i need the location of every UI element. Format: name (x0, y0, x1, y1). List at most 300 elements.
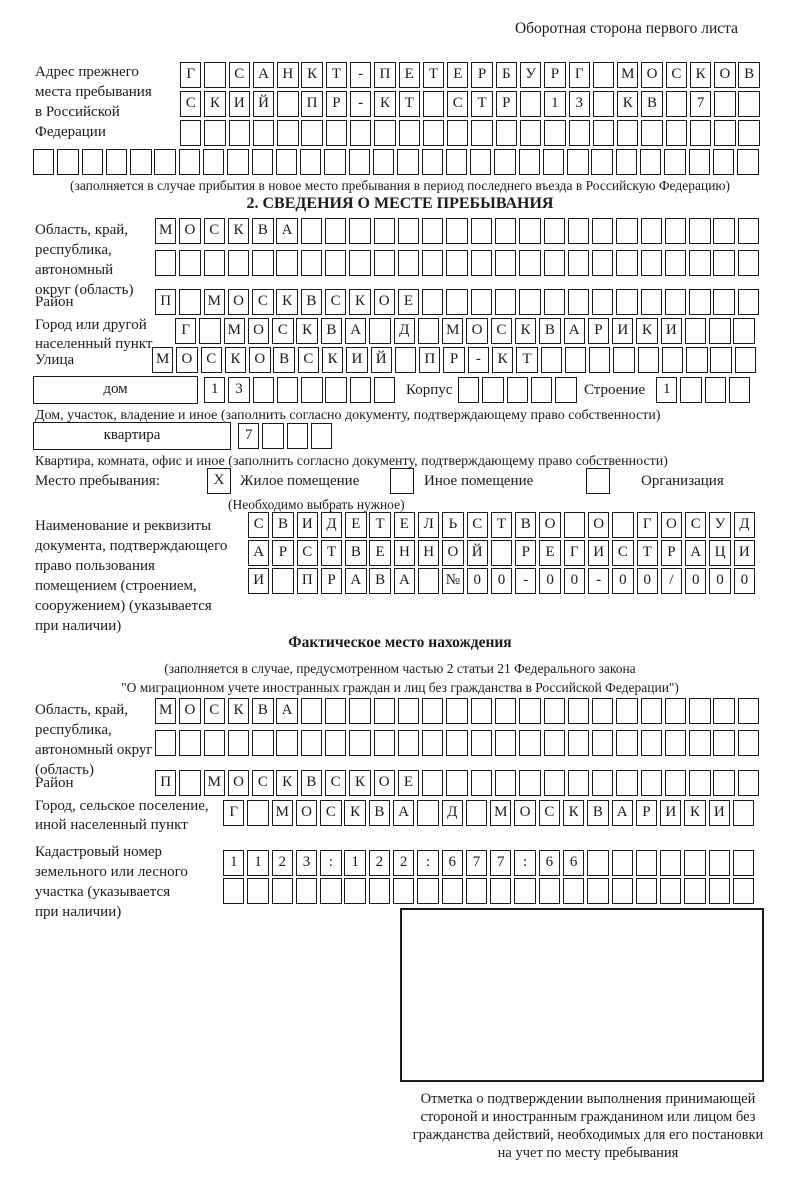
char-cell[interactable] (616, 149, 637, 175)
char-cell[interactable] (179, 289, 200, 315)
char-cell[interactable]: Т (516, 347, 537, 373)
char-cell[interactable]: М (155, 218, 176, 244)
char-cell[interactable] (446, 149, 467, 175)
char-cell[interactable] (735, 347, 756, 373)
char-cell[interactable] (374, 218, 395, 244)
house-type-box[interactable]: дом (33, 376, 198, 404)
char-cell[interactable]: Р (496, 91, 517, 117)
char-cell[interactable]: О (296, 800, 317, 826)
char-cell[interactable] (519, 770, 540, 796)
char-cell[interactable]: А (345, 568, 366, 594)
char-cell[interactable]: И (660, 800, 681, 826)
char-cell[interactable] (496, 120, 517, 146)
char-cell[interactable]: С (612, 540, 633, 566)
char-cell[interactable] (374, 698, 395, 724)
char-cell[interactable] (662, 347, 683, 373)
char-cell[interactable]: - (515, 568, 536, 594)
char-cell[interactable]: 1 (247, 850, 268, 876)
char-cell[interactable] (636, 878, 657, 904)
char-cell[interactable]: К (276, 289, 297, 315)
char-cell[interactable] (638, 347, 659, 373)
char-cell[interactable]: 6 (563, 850, 584, 876)
char-cell[interactable] (737, 149, 758, 175)
char-cell[interactable] (301, 120, 322, 146)
char-cell[interactable]: К (204, 91, 225, 117)
char-cell[interactable] (593, 120, 614, 146)
char-cell[interactable] (229, 120, 250, 146)
char-cell[interactable]: С (180, 91, 201, 117)
char-cell[interactable] (520, 120, 541, 146)
char-cell[interactable]: С (325, 770, 346, 796)
char-cell[interactable]: О (228, 289, 249, 315)
char-cell[interactable] (593, 62, 614, 88)
char-cell[interactable] (612, 850, 633, 876)
char-cell[interactable]: П (155, 770, 176, 796)
char-cell[interactable] (705, 377, 726, 403)
char-cell[interactable] (397, 149, 418, 175)
char-cell[interactable]: С (204, 218, 225, 244)
char-cell[interactable]: С (229, 62, 250, 88)
char-cell[interactable] (154, 149, 175, 175)
char-cell[interactable] (446, 730, 467, 756)
char-cell[interactable] (252, 250, 273, 276)
char-cell[interactable]: Е (398, 770, 419, 796)
char-cell[interactable] (393, 878, 414, 904)
char-cell[interactable]: 2 (369, 850, 390, 876)
char-cell[interactable]: 1 (344, 850, 365, 876)
char-cell[interactable]: И (588, 540, 609, 566)
char-cell[interactable] (276, 250, 297, 276)
char-cell[interactable]: С (297, 540, 318, 566)
char-cell[interactable]: К (636, 318, 657, 344)
char-cell[interactable]: Т (637, 540, 658, 566)
char-cell[interactable] (179, 149, 200, 175)
char-cell[interactable]: В (345, 540, 366, 566)
char-cell[interactable]: О (176, 347, 197, 373)
char-cell[interactable]: М (224, 318, 245, 344)
char-cell[interactable] (689, 149, 710, 175)
char-cell[interactable]: И (297, 512, 318, 538)
char-cell[interactable]: К (349, 770, 370, 796)
char-cell[interactable] (422, 289, 443, 315)
char-cell[interactable]: С (252, 770, 273, 796)
char-cell[interactable]: К (563, 800, 584, 826)
char-cell[interactable] (689, 698, 710, 724)
char-cell[interactable] (471, 120, 492, 146)
char-cell[interactable] (690, 120, 711, 146)
char-cell[interactable] (417, 878, 438, 904)
char-cell[interactable] (301, 250, 322, 276)
char-cell[interactable] (326, 120, 347, 146)
char-cell[interactable]: Р (321, 568, 342, 594)
char-cell[interactable]: О (228, 770, 249, 796)
char-cell[interactable] (641, 730, 662, 756)
char-cell[interactable]: К (301, 62, 322, 88)
char-cell[interactable] (325, 218, 346, 244)
char-cell[interactable] (301, 218, 322, 244)
char-cell[interactable] (155, 250, 176, 276)
char-cell[interactable] (204, 250, 225, 276)
char-cell[interactable]: В (273, 347, 294, 373)
char-cell[interactable]: К (374, 91, 395, 117)
char-cell[interactable] (227, 149, 248, 175)
char-cell[interactable] (733, 850, 754, 876)
char-cell[interactable]: К (276, 770, 297, 796)
char-cell[interactable] (519, 149, 540, 175)
char-cell[interactable] (369, 878, 390, 904)
char-cell[interactable] (203, 149, 224, 175)
char-cell[interactable]: К (228, 698, 249, 724)
char-cell[interactable]: Е (398, 289, 419, 315)
char-cell[interactable] (520, 91, 541, 117)
char-cell[interactable] (325, 250, 346, 276)
char-cell[interactable] (665, 730, 686, 756)
char-cell[interactable] (689, 770, 710, 796)
apartment-type-box[interactable]: квартира (33, 422, 231, 450)
char-cell[interactable] (568, 770, 589, 796)
char-cell[interactable] (709, 878, 730, 904)
char-cell[interactable]: Н (277, 62, 298, 88)
char-cell[interactable] (565, 347, 586, 373)
stay-option-checkbox-residential[interactable]: X (207, 468, 231, 494)
char-cell[interactable] (641, 289, 662, 315)
char-cell[interactable] (733, 318, 754, 344)
char-cell[interactable] (398, 250, 419, 276)
char-cell[interactable]: 2 (393, 850, 414, 876)
char-cell[interactable]: Й (467, 540, 488, 566)
char-cell[interactable]: М (272, 800, 293, 826)
char-cell[interactable] (592, 770, 613, 796)
char-cell[interactable]: Т (321, 540, 342, 566)
char-cell[interactable] (276, 730, 297, 756)
char-cell[interactable] (689, 250, 710, 276)
char-cell[interactable] (325, 377, 346, 403)
char-cell[interactable] (738, 770, 759, 796)
char-cell[interactable]: К (344, 800, 365, 826)
char-cell[interactable]: К (690, 62, 711, 88)
char-cell[interactable]: И (709, 800, 730, 826)
char-cell[interactable] (519, 698, 540, 724)
char-cell[interactable] (568, 730, 589, 756)
char-cell[interactable] (179, 250, 200, 276)
char-cell[interactable]: Е (539, 540, 560, 566)
char-cell[interactable] (640, 149, 661, 175)
char-cell[interactable]: О (514, 800, 535, 826)
char-cell[interactable] (689, 289, 710, 315)
char-cell[interactable]: М (204, 289, 225, 315)
char-cell[interactable]: О (641, 62, 662, 88)
char-cell[interactable]: И (229, 91, 250, 117)
char-cell[interactable]: С (539, 800, 560, 826)
char-cell[interactable] (418, 568, 439, 594)
char-cell[interactable]: 1 (204, 377, 225, 403)
char-cell[interactable] (494, 149, 515, 175)
char-cell[interactable] (568, 289, 589, 315)
char-cell[interactable] (591, 149, 612, 175)
char-cell[interactable] (569, 120, 590, 146)
char-cell[interactable]: Г (175, 318, 196, 344)
stay-option-checkbox-other[interactable] (390, 468, 414, 494)
char-cell[interactable]: И (661, 318, 682, 344)
char-cell[interactable] (272, 568, 293, 594)
char-cell[interactable]: С (325, 289, 346, 315)
char-cell[interactable]: Г (569, 62, 590, 88)
char-cell[interactable] (374, 250, 395, 276)
char-cell[interactable] (641, 120, 662, 146)
char-cell[interactable] (199, 318, 220, 344)
char-cell[interactable]: - (588, 568, 609, 594)
char-cell[interactable] (641, 250, 662, 276)
char-cell[interactable]: О (179, 218, 200, 244)
char-cell[interactable]: 3 (228, 377, 249, 403)
char-cell[interactable] (544, 289, 565, 315)
char-cell[interactable] (713, 289, 734, 315)
char-cell[interactable] (616, 730, 637, 756)
char-cell[interactable]: П (374, 62, 395, 88)
char-cell[interactable] (446, 218, 467, 244)
char-cell[interactable] (713, 770, 734, 796)
char-cell[interactable] (568, 250, 589, 276)
char-cell[interactable]: П (155, 289, 176, 315)
char-cell[interactable]: К (684, 800, 705, 826)
char-cell[interactable] (228, 250, 249, 276)
char-cell[interactable] (374, 120, 395, 146)
char-cell[interactable] (446, 250, 467, 276)
char-cell[interactable] (495, 698, 516, 724)
char-cell[interactable]: А (248, 540, 269, 566)
char-cell[interactable]: О (714, 62, 735, 88)
char-cell[interactable] (247, 800, 268, 826)
char-cell[interactable] (689, 730, 710, 756)
char-cell[interactable] (555, 377, 576, 403)
char-cell[interactable] (495, 289, 516, 315)
char-cell[interactable] (471, 698, 492, 724)
char-cell[interactable] (544, 218, 565, 244)
char-cell[interactable]: О (442, 540, 463, 566)
char-cell[interactable]: С (666, 62, 687, 88)
char-cell[interactable]: В (272, 512, 293, 538)
char-cell[interactable] (252, 149, 273, 175)
char-cell[interactable] (399, 120, 420, 146)
char-cell[interactable]: Г (637, 512, 658, 538)
char-cell[interactable]: О (588, 512, 609, 538)
char-cell[interactable] (447, 120, 468, 146)
char-cell[interactable] (311, 423, 332, 449)
char-cell[interactable]: Д (734, 512, 755, 538)
char-cell[interactable] (398, 698, 419, 724)
char-cell[interactable] (709, 850, 730, 876)
char-cell[interactable] (660, 850, 681, 876)
char-cell[interactable] (592, 730, 613, 756)
char-cell[interactable] (349, 698, 370, 724)
char-cell[interactable]: А (612, 800, 633, 826)
char-cell[interactable] (738, 698, 759, 724)
char-cell[interactable]: Г (564, 540, 585, 566)
char-cell[interactable]: Й (253, 91, 274, 117)
char-cell[interactable] (471, 218, 492, 244)
char-cell[interactable] (616, 770, 637, 796)
char-cell[interactable]: В (369, 800, 390, 826)
char-cell[interactable]: М (442, 318, 463, 344)
char-cell[interactable]: Р (515, 540, 536, 566)
char-cell[interactable] (423, 120, 444, 146)
char-cell[interactable] (738, 120, 759, 146)
char-cell[interactable] (252, 730, 273, 756)
char-cell[interactable]: М (155, 698, 176, 724)
char-cell[interactable] (253, 120, 274, 146)
char-cell[interactable] (713, 250, 734, 276)
char-cell[interactable]: А (276, 218, 297, 244)
char-cell[interactable] (446, 770, 467, 796)
char-cell[interactable]: 7 (690, 91, 711, 117)
char-cell[interactable] (519, 218, 540, 244)
char-cell[interactable] (531, 377, 552, 403)
char-cell[interactable] (204, 730, 225, 756)
char-cell[interactable] (544, 730, 565, 756)
char-cell[interactable]: Е (394, 512, 415, 538)
char-cell[interactable] (422, 218, 443, 244)
char-cell[interactable] (374, 730, 395, 756)
char-cell[interactable]: С (320, 800, 341, 826)
char-cell[interactable]: Т (491, 512, 512, 538)
char-cell[interactable]: К (322, 347, 343, 373)
char-cell[interactable] (665, 770, 686, 796)
char-cell[interactable] (686, 347, 707, 373)
char-cell[interactable]: Р (326, 91, 347, 117)
char-cell[interactable] (613, 347, 634, 373)
char-cell[interactable] (738, 91, 759, 117)
char-cell[interactable] (57, 149, 78, 175)
char-cell[interactable] (593, 91, 614, 117)
char-cell[interactable] (641, 218, 662, 244)
char-cell[interactable]: Р (636, 800, 657, 826)
char-cell[interactable] (507, 377, 528, 403)
char-cell[interactable] (442, 878, 463, 904)
char-cell[interactable] (713, 218, 734, 244)
char-cell[interactable]: - (468, 347, 489, 373)
char-cell[interactable]: П (419, 347, 440, 373)
char-cell[interactable]: 0 (612, 568, 633, 594)
char-cell[interactable]: Р (471, 62, 492, 88)
char-cell[interactable] (567, 149, 588, 175)
char-cell[interactable]: П (297, 568, 318, 594)
char-cell[interactable] (179, 730, 200, 756)
char-cell[interactable] (495, 250, 516, 276)
char-cell[interactable]: М (617, 62, 638, 88)
char-cell[interactable] (301, 377, 322, 403)
char-cell[interactable]: - (350, 62, 371, 88)
char-cell[interactable] (324, 149, 345, 175)
char-cell[interactable]: А (393, 800, 414, 826)
char-cell[interactable] (320, 878, 341, 904)
char-cell[interactable] (253, 377, 274, 403)
char-cell[interactable] (612, 512, 633, 538)
char-cell[interactable]: О (374, 289, 395, 315)
char-cell[interactable] (179, 770, 200, 796)
char-cell[interactable] (495, 730, 516, 756)
char-cell[interactable] (325, 698, 346, 724)
char-cell[interactable]: Т (326, 62, 347, 88)
char-cell[interactable]: Р (661, 540, 682, 566)
char-cell[interactable] (589, 347, 610, 373)
char-cell[interactable] (543, 149, 564, 175)
char-cell[interactable]: 1 (656, 377, 677, 403)
char-cell[interactable] (514, 878, 535, 904)
char-cell[interactable]: А (345, 318, 366, 344)
char-cell[interactable]: В (587, 800, 608, 826)
char-cell[interactable] (714, 120, 735, 146)
char-cell[interactable]: 7 (466, 850, 487, 876)
char-cell[interactable] (350, 377, 371, 403)
char-cell[interactable]: 2 (272, 850, 293, 876)
char-cell[interactable] (713, 149, 734, 175)
char-cell[interactable] (709, 318, 730, 344)
char-cell[interactable]: Р (544, 62, 565, 88)
char-cell[interactable]: О (539, 512, 560, 538)
char-cell[interactable]: С (491, 318, 512, 344)
char-cell[interactable] (130, 149, 151, 175)
char-cell[interactable] (592, 289, 613, 315)
char-cell[interactable] (490, 878, 511, 904)
char-cell[interactable]: 1 (544, 91, 565, 117)
char-cell[interactable]: С (298, 347, 319, 373)
char-cell[interactable] (423, 91, 444, 117)
char-cell[interactable]: Й (371, 347, 392, 373)
char-cell[interactable]: Н (394, 540, 415, 566)
char-cell[interactable] (544, 770, 565, 796)
char-cell[interactable] (544, 120, 565, 146)
char-cell[interactable] (422, 730, 443, 756)
char-cell[interactable]: Г (180, 62, 201, 88)
char-cell[interactable]: М (204, 770, 225, 796)
char-cell[interactable] (714, 91, 735, 117)
char-cell[interactable] (301, 698, 322, 724)
char-cell[interactable] (568, 698, 589, 724)
char-cell[interactable] (713, 698, 734, 724)
char-cell[interactable] (106, 149, 127, 175)
char-cell[interactable]: Р (588, 318, 609, 344)
stay-option-checkbox-organization[interactable] (586, 468, 610, 494)
char-cell[interactable] (272, 878, 293, 904)
char-cell[interactable]: 0 (491, 568, 512, 594)
char-cell[interactable] (617, 120, 638, 146)
char-cell[interactable]: С (272, 318, 293, 344)
char-cell[interactable]: В (738, 62, 759, 88)
char-cell[interactable]: А (276, 698, 297, 724)
char-cell[interactable] (471, 289, 492, 315)
char-cell[interactable] (422, 149, 443, 175)
char-cell[interactable] (466, 800, 487, 826)
char-cell[interactable]: И (612, 318, 633, 344)
char-cell[interactable]: В (321, 318, 342, 344)
char-cell[interactable] (641, 770, 662, 796)
char-cell[interactable]: И (734, 540, 755, 566)
char-cell[interactable]: Т (399, 91, 420, 117)
char-cell[interactable] (482, 377, 503, 403)
char-cell[interactable] (301, 730, 322, 756)
char-cell[interactable]: В (641, 91, 662, 117)
char-cell[interactable]: Ь (442, 512, 463, 538)
char-cell[interactable] (636, 850, 657, 876)
char-cell[interactable]: Л (418, 512, 439, 538)
char-cell[interactable]: Д (321, 512, 342, 538)
char-cell[interactable] (665, 218, 686, 244)
char-cell[interactable]: М (152, 347, 173, 373)
char-cell[interactable] (276, 149, 297, 175)
char-cell[interactable] (33, 149, 54, 175)
char-cell[interactable] (733, 878, 754, 904)
char-cell[interactable] (422, 770, 443, 796)
